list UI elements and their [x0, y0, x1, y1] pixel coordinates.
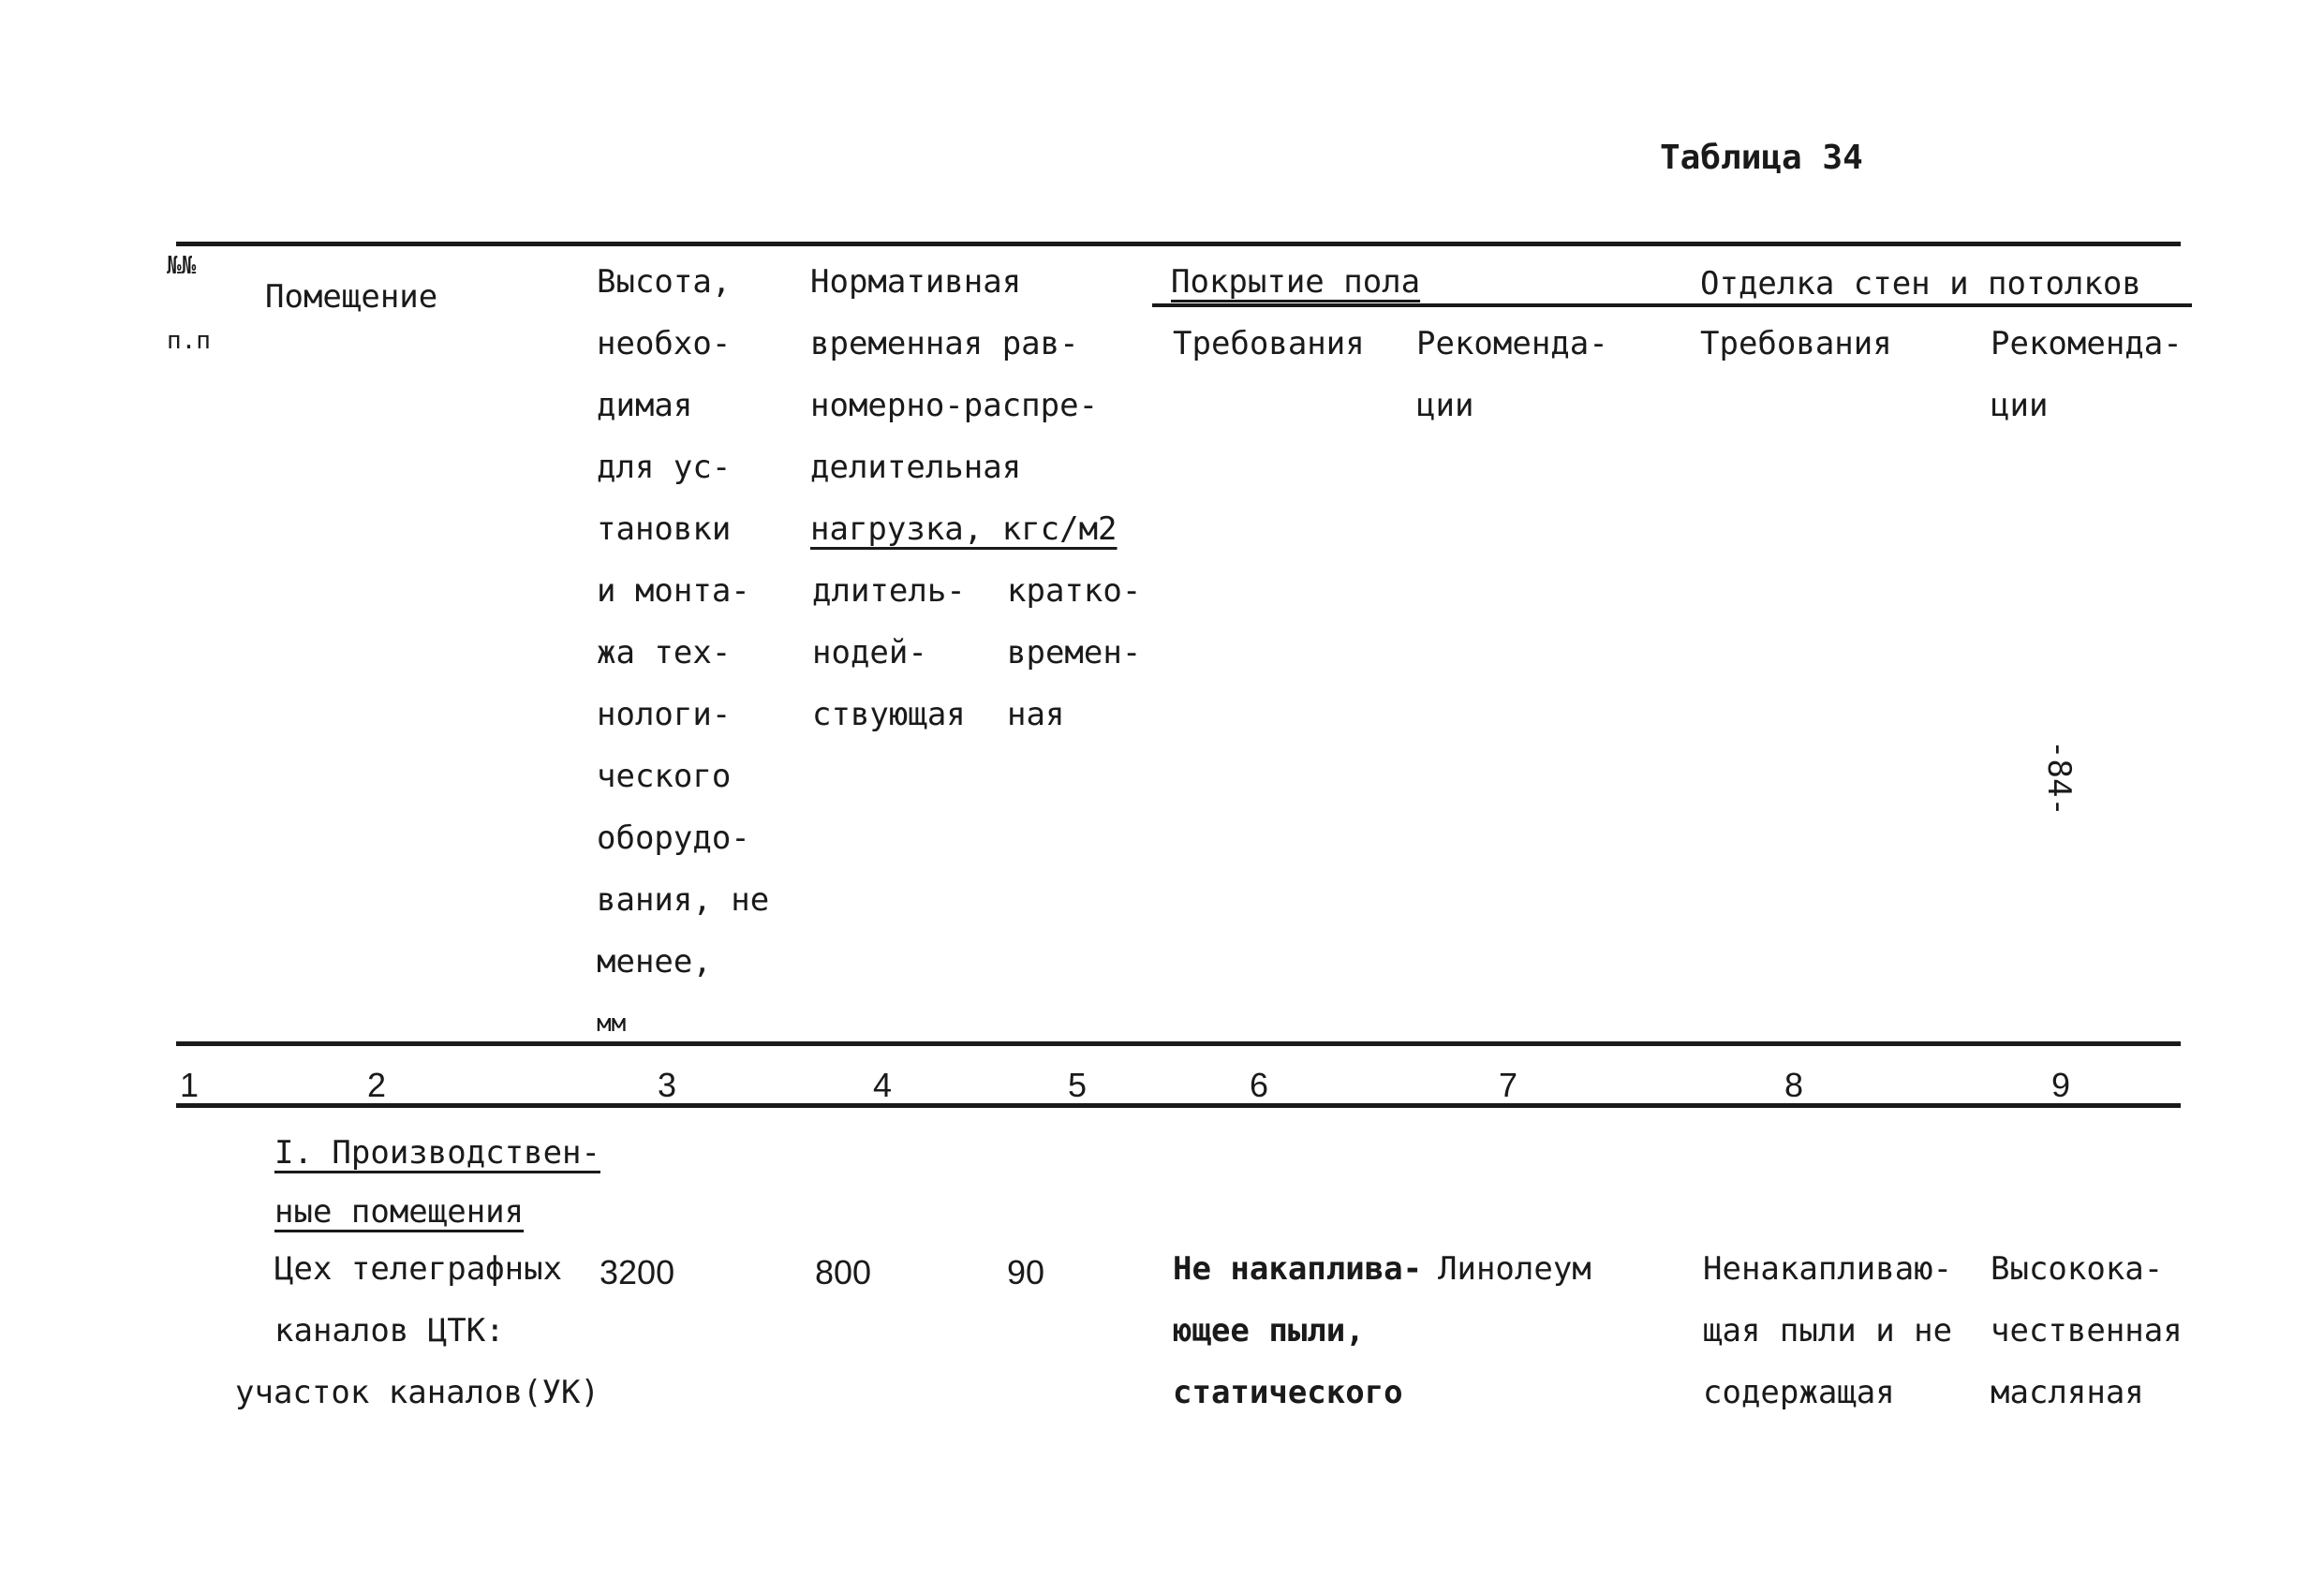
- col-number-7: 7: [1499, 1066, 1518, 1104]
- section-heading-line: ные помещения: [274, 1193, 525, 1231]
- header-load-line: Нормативная: [810, 263, 1022, 301]
- header-group-floor: Покрытие пола: [1171, 263, 1421, 301]
- top-rule: [176, 242, 2181, 246]
- header-load: [810, 251, 1118, 560]
- col-number-5: 5: [1068, 1066, 1088, 1104]
- header-walls-req: Требования: [1700, 325, 1892, 362]
- header-height-line: нологи-: [597, 696, 732, 733]
- row-floor-req-line: статического: [1173, 1374, 1403, 1411]
- header-load-long: [812, 560, 966, 745]
- header-bottom-rule: [176, 1041, 2181, 1046]
- row-walls-req-line: Ненакапливаю-: [1703, 1250, 1953, 1288]
- row-room-line: участок каналов(УК): [235, 1374, 600, 1411]
- header-height-line: тановки: [597, 510, 732, 548]
- row-floor-req-line: ющее пыли,: [1173, 1312, 1365, 1350]
- header-load-long-line: длитель-: [812, 572, 966, 610]
- header-walls-rec-line: ции: [1991, 387, 2049, 424]
- row-walls-rec-line: масляная: [1991, 1374, 2144, 1411]
- col-number-2: 2: [367, 1066, 387, 1104]
- header-floor-rec-line: ции: [1416, 387, 1474, 424]
- header-height-line: жа тех-: [597, 634, 732, 671]
- table-title: Таблица 34: [1660, 139, 1863, 177]
- row-load-long: 800: [815, 1253, 872, 1291]
- row-floor-req: [1173, 1238, 1422, 1423]
- row-height: 3200: [600, 1253, 675, 1291]
- header-floor-req: Требования: [1173, 325, 1365, 362]
- col-number-9: 9: [2051, 1066, 2071, 1104]
- header-floor-rec-line: Рекоменда-: [1416, 325, 1608, 362]
- row-room-line: каналов ЦТК:: [274, 1312, 505, 1350]
- row-walls-rec-line: Высокока-: [1991, 1250, 2164, 1288]
- header-load-long-line: нодей-: [812, 634, 927, 671]
- header-height-line: димая: [597, 387, 693, 424]
- row-walls-rec-line: чественная: [1991, 1312, 2183, 1350]
- row-walls-req-line: содержащая: [1703, 1374, 1895, 1411]
- header-load-short-line: кратко-: [1007, 572, 1142, 610]
- row-load-short: 90: [1007, 1253, 1045, 1291]
- header-load-line: временная рав-: [810, 325, 1079, 362]
- header-group-walls: Отделка стен и потолков: [1700, 265, 2141, 302]
- col-number-1: 1: [180, 1066, 200, 1104]
- header-height-line: и монта-: [597, 572, 750, 610]
- section-heading: [274, 1122, 600, 1240]
- header-height-line: мм: [597, 1010, 627, 1038]
- page-number: -84-: [2040, 740, 2078, 817]
- header-walls-rec: [1991, 313, 2183, 436]
- header-height-line: менее,: [597, 943, 712, 981]
- header-load-line: номерно-распре-: [810, 387, 1099, 424]
- header-height-line: для ус-: [597, 449, 732, 486]
- header-height: [597, 251, 769, 1055]
- col-number-4: 4: [873, 1066, 893, 1104]
- header-height-line: необхо-: [597, 325, 732, 362]
- header-room: Помещение: [265, 278, 438, 316]
- row-floor-rec: Линолеум: [1438, 1250, 1591, 1288]
- row-room-line: Цех телеграфных: [274, 1250, 563, 1288]
- colnum-bottom-rule: [176, 1103, 2181, 1108]
- header-walls-rec-line: Рекоменда-: [1991, 325, 2183, 362]
- header-floor-rec: [1416, 313, 1608, 436]
- col-number-6: 6: [1250, 1066, 1269, 1104]
- header-load-long-line: ствующая: [812, 696, 966, 733]
- header-load-line: делительная: [810, 449, 1022, 486]
- header-height-line: вания, не: [597, 881, 770, 919]
- header-height-line: оборудо-: [597, 819, 750, 857]
- corner-mark-pp: п.п: [167, 327, 211, 355]
- header-height-line: Высота,: [597, 263, 732, 301]
- row-walls-req-line: щая пыли и не: [1703, 1312, 1953, 1350]
- col-number-3: 3: [658, 1066, 677, 1104]
- section-heading-line: I. Производствен-: [274, 1134, 600, 1172]
- row-walls-rec: [1991, 1238, 2183, 1423]
- row-room: [235, 1238, 600, 1423]
- row-floor-req-line: Не накаплива-: [1173, 1250, 1423, 1288]
- header-load-short-line: времен-: [1007, 634, 1142, 671]
- row-walls-req: [1703, 1238, 1952, 1423]
- header-height-line: ческого: [597, 758, 732, 795]
- col-number-8: 8: [1784, 1066, 1804, 1104]
- header-load-line: нагрузка, кгс/м2: [810, 510, 1118, 548]
- header-load-short: [1007, 560, 1141, 745]
- header-load-short-line: ная: [1007, 696, 1065, 733]
- corner-mark-nn: №№: [167, 252, 197, 280]
